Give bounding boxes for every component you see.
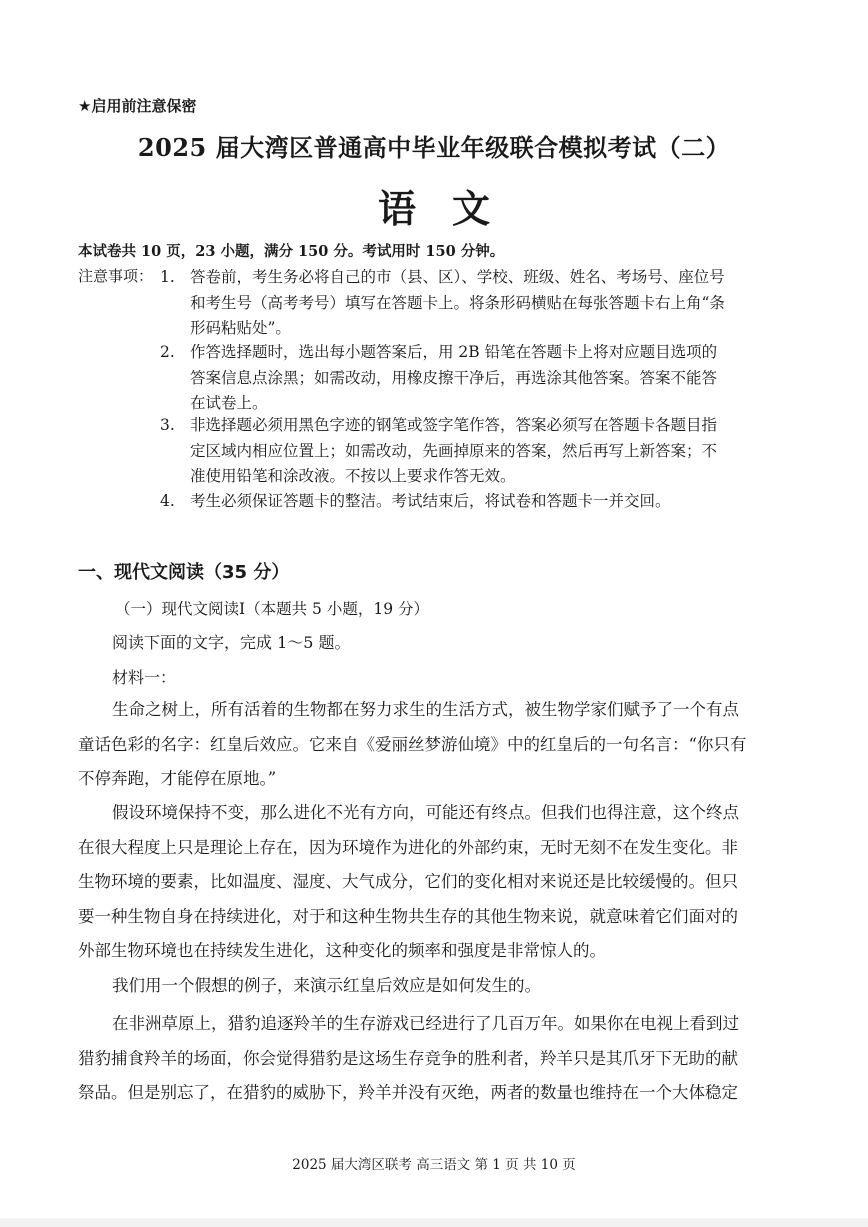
body-paragraph bbox=[78, 796, 790, 969]
notice-line: 定区域内相应位置上；如需改动，先画掉原来的答案，然后再写上新答案；不 bbox=[190, 441, 718, 460]
section-title: 一、现代文阅读（35 分） bbox=[78, 562, 290, 583]
paragraph-line: 不停奔跑，才能停在原地。” bbox=[78, 769, 277, 788]
paragraph-line: 祭品。但是别忘了，在猎豹的威胁下，羚羊并没有灭绝，两者的数量也维持在一个大体稳定 bbox=[78, 1083, 738, 1102]
notice-item-number: 4. bbox=[160, 492, 175, 510]
material-label: 材料一： bbox=[112, 668, 177, 687]
notice-label: 注意事项： bbox=[78, 267, 154, 285]
notice-item-number: 2. bbox=[160, 343, 175, 361]
notice-line: 答案信息点涂黑；如需改动，用橡皮擦干净后，再选涂其他答案。答案不能答 bbox=[190, 368, 718, 387]
paragraph-line: 在很大程度上只是理论上存在，因为环境作为进化的外部约束，无时无刻不在发生变化。非 bbox=[78, 837, 738, 857]
notice-line: 非选择题必须用黑色字迹的钢笔或签字笔作答，答案必须写在答题卡各题目指 bbox=[190, 416, 718, 434]
notice-item bbox=[162, 413, 792, 490]
page-bottom-edge bbox=[0, 1218, 868, 1227]
exam-title: 2025 届大湾区普通高中毕业年级联合模拟考试（二） bbox=[137, 133, 731, 162]
notice-line: 作答选择题时，选出每小题答案后，用 2B 铅笔在答题卡上将对应题目选项的 bbox=[190, 343, 718, 361]
exam-summary: 本试卷共 10 页，23 小题，满分 150 分。考试用时 150 分钟。 bbox=[78, 243, 505, 260]
paragraph-line: 外部生物环境也在持续发生进化，这种变化的频率和强度是非常惊人的。 bbox=[78, 941, 606, 960]
paragraph-line: 童话色彩的名字：红皇后效应。它来自《爱丽丝梦游仙境》中的红皇后的一句名言：“你只有 bbox=[78, 734, 747, 754]
notice-line: 考生必须保证答题卡的整洁。考试结束后，将试卷和答题卡一并交回。 bbox=[190, 492, 671, 510]
notice-item bbox=[162, 265, 792, 342]
notice-line: 和考生号（高考考号）填写在答题卡上。将条形码横贴在每张答题卡右上角“条 bbox=[190, 293, 725, 312]
confidential-mark: ★启用前注意保密 bbox=[78, 97, 197, 115]
paragraph-line: 猎豹捕食羚羊的场面，你会觉得猎豹是这场生存竞争的胜利者，羚羊只是其爪牙下无助的献 bbox=[78, 1048, 738, 1068]
notice-item bbox=[162, 489, 792, 515]
subject-title: 语文 bbox=[377, 186, 526, 231]
notice-line: 准使用铅笔和涂改液。不按以上要求作答无效。 bbox=[190, 467, 516, 485]
paragraph-line: 要一种生物自身在持续进化，对于和这种生物共生存的其他生物来说，就意味着它们面对的 bbox=[78, 906, 738, 926]
subsection-title: （一）现代文阅读Ⅰ（本题共 5 小题，19 分） bbox=[115, 600, 429, 618]
notice-line: 形码粘贴处”。 bbox=[190, 319, 291, 337]
paragraph-line: 生命之树上，所有活着的生物都在努力求生的生活方式，被生物学家们赋予了一个有点 bbox=[112, 700, 739, 719]
notice-line: 答卷前，考生务必将自己的市（县、区）、学校、班级、姓名、考场号、座位号 bbox=[190, 268, 725, 286]
notice-item-number: 1. bbox=[160, 268, 175, 286]
body-paragraph bbox=[78, 969, 790, 1004]
page-footer: 2025 届大湾区联考 高三语文 第 1 页 共 10 页 bbox=[292, 1157, 576, 1173]
body-paragraph bbox=[78, 693, 790, 797]
reading-instruction: 阅读下面的文字，完成 1～5 题。 bbox=[112, 633, 351, 652]
notice-item-number: 3. bbox=[160, 416, 175, 434]
paragraph-line: 我们用一个假想的例子，来演示红皇后效应是如何发生的。 bbox=[112, 976, 541, 995]
notice-line: 在试卷上。 bbox=[190, 394, 268, 412]
paragraph-line: 生物环境的要素，比如温度、湿度、大气成分，它们的变化相对来说还是比较缓慢的。但只 bbox=[78, 872, 738, 891]
paragraph-line: 在非洲草原上，猎豹追逐羚羊的生存游戏已经进行了几百万年。如果你在电视上看到过 bbox=[112, 1014, 739, 1033]
body-paragraph bbox=[78, 1007, 790, 1111]
notice-item bbox=[162, 340, 792, 417]
paragraph-line: 假设环境保持不变，那么进化不光有方向，可能还有终点。但我们也得注意，这个终点 bbox=[112, 803, 739, 822]
